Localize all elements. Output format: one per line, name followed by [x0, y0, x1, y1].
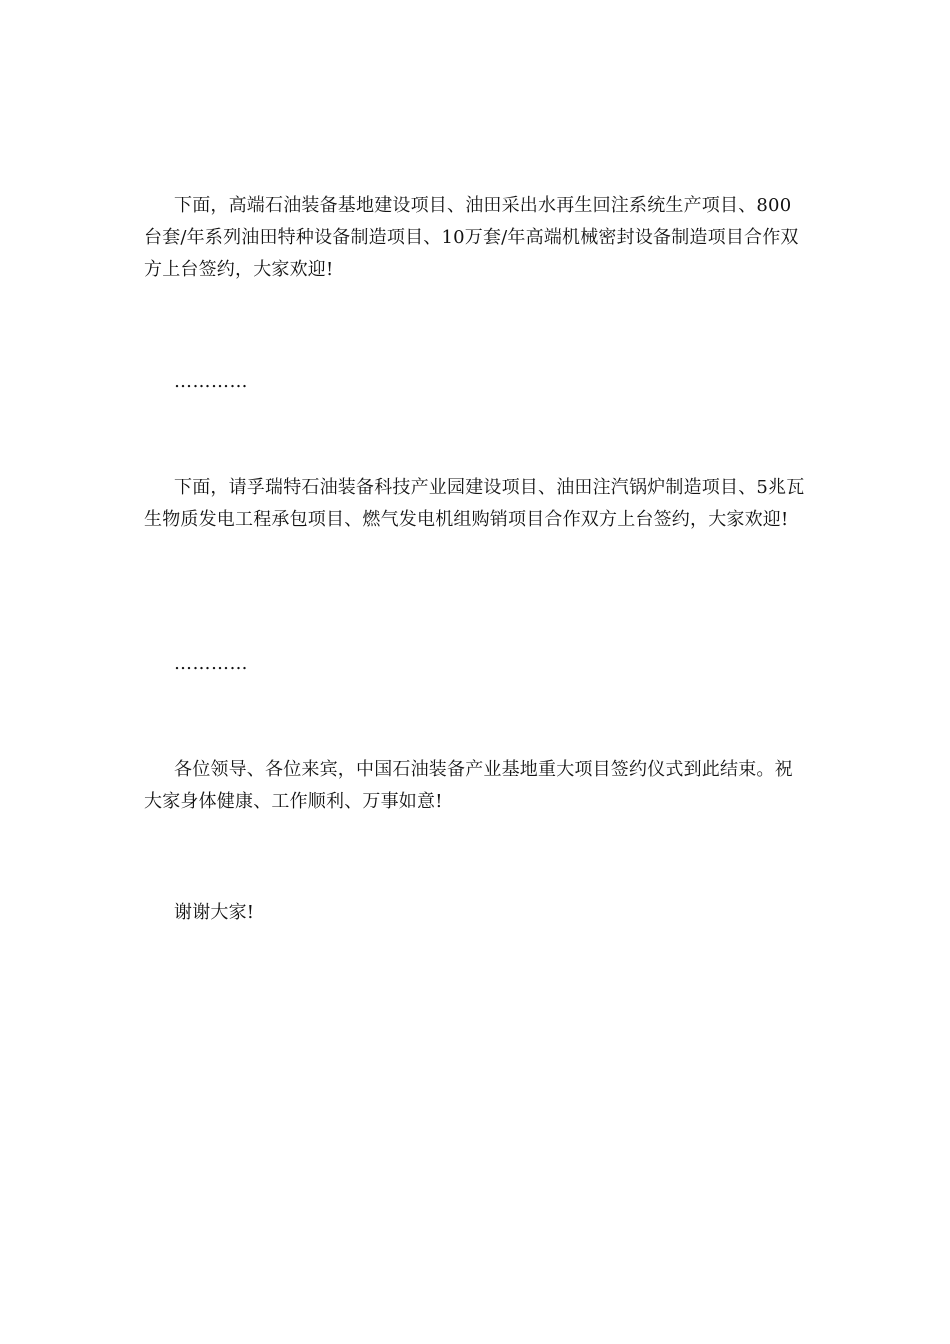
paragraph-signing-1: 下面，高端石油装备基地建设项目、油田采出水再生回注系统生产项目、800台套/年系列油田特种设备制造项目、10万套/年高端机械密封设备制造项目合作双方上台签约，大家欢迎! — [144, 195, 799, 280]
paragraph-thanks: 谢谢大家! — [174, 902, 255, 923]
paragraph-closing: 各位领导、各位来宾，中国石油装备产业基地重大项目签约仪式到此结束。祝大家身体健康、工作顺利、万事如意! — [144, 759, 793, 812]
ellipsis-1: ………… — [174, 371, 248, 392]
ellipsis-2: ………… — [174, 653, 248, 674]
paragraph-signing-2: 下面，请孚瑞特石油装备科技产业园建设项目、油田注汽锅炉制造项目、5兆瓦生物质发电工程承包项目、燃气发电机组购销项目合作双方上台签约，大家欢迎! — [144, 477, 805, 530]
